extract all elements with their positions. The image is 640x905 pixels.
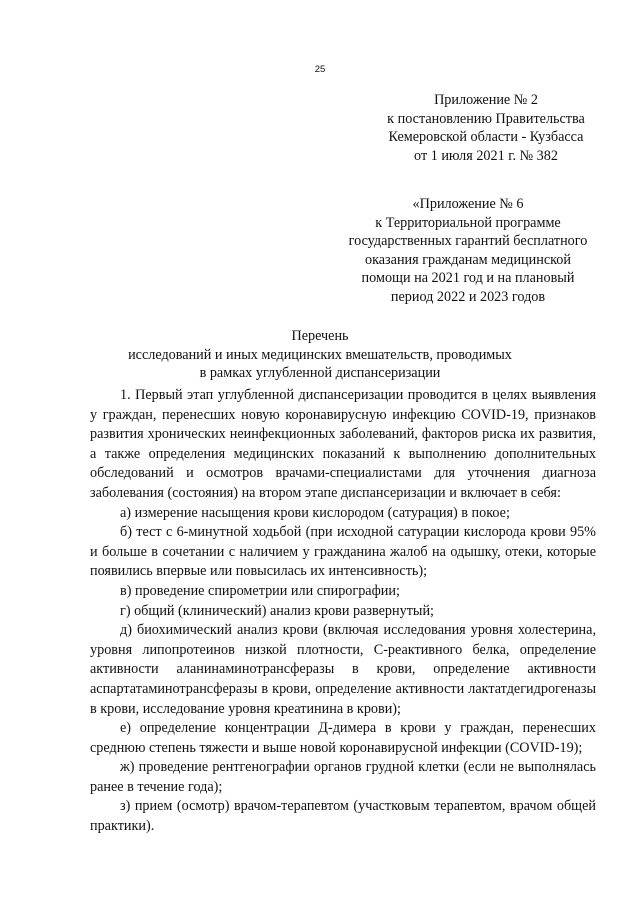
document-body [90, 386, 596, 837]
appendix-2-line: Приложение № 2 [434, 92, 538, 108]
page-number: 25 [314, 64, 326, 75]
title-line-3: в рамках углубленной диспансеризации [199, 365, 441, 381]
appendix-2-line: Кемеровской области - Кузбасса [388, 129, 584, 145]
appendix-2-line: к постановлению Правительства [387, 110, 585, 127]
body-item-z: з) прием (осмотр) врачом-терапевтом (участковым терапевтом, врачом общей практики). [90, 798, 596, 835]
appendix-2-header [338, 91, 634, 165]
appendix-6-header [320, 195, 616, 306]
document-title [60, 327, 580, 383]
appendix-6-line: «Приложение № 6 [412, 196, 524, 212]
appendix-6-line: период 2022 и 2023 годов [390, 288, 546, 305]
body-item-e: е) определение концентрации Д-димера в крови у граждан, перенесших среднюю степень тяжести и выше новой коронавирусной инфекции (COVID-19); [90, 720, 596, 756]
title-line-1: Перечень [291, 328, 349, 344]
appendix-6-line: помощи на 2021 год и на плановый [361, 270, 575, 286]
appendix-6-line: государственных гарантий бесплатного [348, 233, 588, 249]
body-item-g: г) общий (клинический) анализ крови развернутый; [120, 602, 434, 619]
body-item-a: а) измерение насыщения крови кислородом (сатурация) в покое; [120, 504, 510, 521]
appendix-6-line: оказания гражданам медицинской [364, 251, 571, 268]
body-paragraph-intro: 1. Первый этап углубленной диспансеризации проводится в целях выявления у граждан, перенесших новую коронавирусную инфекцию COVID-19, признаков развития хронических неинфекционных заболеваний, факторов риска их развития, а также определения медицинских показаний к выполнению дополнительных обследований и осмотров врачами-специалистами для уточнения диагноза заболевания (состояния) на втором этапе диспансеризации и включает в себя: [90, 387, 596, 501]
title-line-2: исследований и иных медицинских вмешательств, проводимых [128, 346, 512, 363]
body-item-v: в) проведение спирометрии или спирографии; [120, 582, 400, 599]
appendix-2-line: от 1 июля 2021 г. № 382 [414, 147, 558, 164]
body-item-zh: ж) проведение рентгенографии органов грудной клетки (если не выполнялась ранее в течение года); [90, 759, 596, 795]
body-item-b: б) тест с 6-минутной ходьбой (при исходной сатурации кислорода крови 95% и больше в сочетании с наличием у гражданина жалоб на одышку, отеки, которые появились впервые или повысилась их интенсивность); [90, 524, 596, 580]
appendix-6-line: к Территориальной программе [375, 214, 561, 231]
body-item-d: д) биохимический анализ крови (включая исследования уровня холестерина, уровня липопротеинов низкой плотности, С-реактивного белка, определение активности аланинаминотрансферазы в крови, определение активности аспартатаминотрансферазы в крови, определение активности лактатдегидрогеназы в крови, исследование уровня креатинина в крови); [90, 622, 596, 717]
